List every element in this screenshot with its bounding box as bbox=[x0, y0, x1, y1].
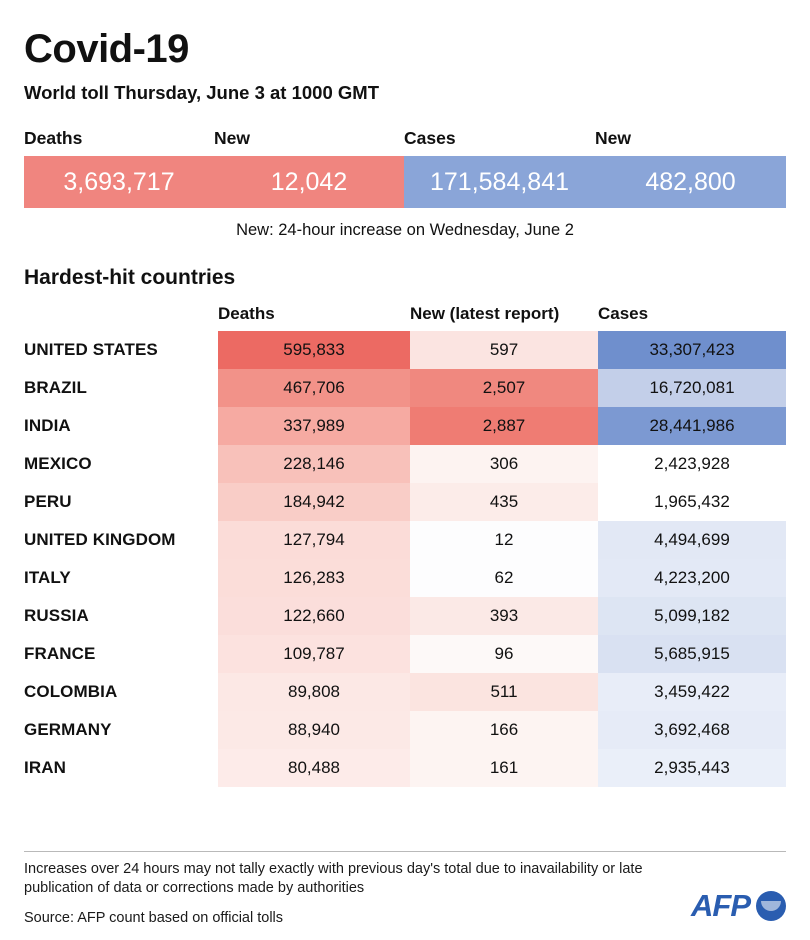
cell-new: 12 bbox=[410, 521, 598, 559]
cell-new: 62 bbox=[410, 559, 598, 597]
world-toll-values bbox=[24, 156, 786, 208]
cell-country: UNITED KINGDOM bbox=[24, 530, 176, 549]
world-toll-header-new-cases: New bbox=[595, 128, 631, 148]
world-toll-value-new-deaths: 12,042 bbox=[214, 156, 404, 208]
table-row bbox=[24, 635, 786, 673]
cell-cases: 1,965,432 bbox=[598, 483, 786, 521]
hardest-hit-title: Hardest-hit countries bbox=[24, 266, 236, 289]
footer-note: Increases over 24 hours may not tally exactly with previous day's total due to inavailability or late publication of data or corrections made by authorities bbox=[24, 860, 643, 896]
cell-country: UNITED STATES bbox=[24, 340, 158, 359]
world-toll-header-new-deaths: New bbox=[214, 128, 250, 148]
cell-country: MEXICO bbox=[24, 454, 92, 473]
cell-new: 393 bbox=[410, 597, 598, 635]
table-row bbox=[24, 559, 786, 597]
cell-deaths: 467,706 bbox=[218, 369, 410, 407]
world-toll-value-cases: 171,584,841 bbox=[404, 156, 595, 208]
cell-deaths: 109,787 bbox=[218, 635, 410, 673]
cell-country: ITALY bbox=[24, 568, 71, 587]
footer-source: Source: AFP count based on official tolls bbox=[24, 910, 284, 926]
footer-divider bbox=[24, 851, 786, 852]
table-row bbox=[24, 749, 786, 787]
footer bbox=[24, 851, 786, 926]
page-subtitle: World toll Thursday, June 3 at 1000 GMT bbox=[24, 82, 379, 103]
cell-country: BRAZIL bbox=[24, 378, 87, 397]
afp-logo bbox=[691, 888, 786, 924]
cell-cases: 16,720,081 bbox=[598, 369, 786, 407]
cell-deaths: 89,808 bbox=[218, 673, 410, 711]
cell-new: 435 bbox=[410, 483, 598, 521]
cell-deaths: 595,833 bbox=[218, 331, 410, 369]
column-header-cases: Cases bbox=[598, 304, 649, 323]
cell-country: GERMANY bbox=[24, 720, 112, 739]
table-row bbox=[24, 331, 786, 369]
cell-country: COLOMBIA bbox=[24, 682, 118, 701]
cell-cases: 28,441,986 bbox=[598, 407, 786, 445]
world-toll-value-new-cases: 482,800 bbox=[595, 156, 786, 208]
column-header-new: New (latest report) bbox=[410, 304, 560, 323]
cell-cases: 2,935,443 bbox=[598, 749, 786, 787]
cell-deaths: 88,940 bbox=[218, 711, 410, 749]
cell-new: 2,507 bbox=[410, 369, 598, 407]
cell-new: 161 bbox=[410, 749, 598, 787]
cell-cases: 4,223,200 bbox=[598, 559, 786, 597]
cell-new: 96 bbox=[410, 635, 598, 673]
column-header-deaths: Deaths bbox=[218, 304, 275, 323]
page-title: Covid-19 bbox=[24, 27, 189, 71]
afp-logo-dot-icon bbox=[756, 891, 786, 921]
world-toll-value-deaths: 3,693,717 bbox=[24, 156, 214, 208]
cell-deaths: 126,283 bbox=[218, 559, 410, 597]
cell-new: 306 bbox=[410, 445, 598, 483]
world-toll-note: New: 24-hour increase on Wednesday, June 2 bbox=[236, 221, 574, 239]
cell-deaths: 122,660 bbox=[218, 597, 410, 635]
cell-deaths: 80,488 bbox=[218, 749, 410, 787]
cell-country: PERU bbox=[24, 492, 72, 511]
world-toll-headers bbox=[24, 128, 786, 156]
table-row bbox=[24, 711, 786, 749]
table-body bbox=[24, 331, 786, 787]
cell-new: 597 bbox=[410, 331, 598, 369]
cell-cases: 3,459,422 bbox=[598, 673, 786, 711]
cell-new: 511 bbox=[410, 673, 598, 711]
cell-country: IRAN bbox=[24, 758, 66, 777]
cell-country: RUSSIA bbox=[24, 606, 89, 625]
table-row bbox=[24, 407, 786, 445]
world-toll-header-cases: Cases bbox=[404, 128, 456, 148]
cell-cases: 4,494,699 bbox=[598, 521, 786, 559]
table-row bbox=[24, 445, 786, 483]
cell-new: 2,887 bbox=[410, 407, 598, 445]
cell-cases: 2,423,928 bbox=[598, 445, 786, 483]
world-toll-header-deaths: Deaths bbox=[24, 128, 83, 148]
column-header-country bbox=[24, 304, 218, 331]
world-toll-block bbox=[24, 128, 786, 240]
cell-deaths: 337,989 bbox=[218, 407, 410, 445]
table-row bbox=[24, 369, 786, 407]
hardest-hit-table bbox=[24, 304, 786, 787]
cell-cases: 5,099,182 bbox=[598, 597, 786, 635]
cell-deaths: 228,146 bbox=[218, 445, 410, 483]
cell-deaths: 184,942 bbox=[218, 483, 410, 521]
cell-country: FRANCE bbox=[24, 644, 96, 663]
afp-logo-text: AFP bbox=[691, 888, 750, 923]
table-row bbox=[24, 597, 786, 635]
cell-cases: 3,692,468 bbox=[598, 711, 786, 749]
table-row bbox=[24, 521, 786, 559]
table-row bbox=[24, 483, 786, 521]
cell-deaths: 127,794 bbox=[218, 521, 410, 559]
cell-cases: 5,685,915 bbox=[598, 635, 786, 673]
cell-cases: 33,307,423 bbox=[598, 331, 786, 369]
cell-new: 166 bbox=[410, 711, 598, 749]
cell-country: INDIA bbox=[24, 416, 71, 435]
table-row bbox=[24, 673, 786, 711]
table-header-row bbox=[24, 304, 786, 331]
